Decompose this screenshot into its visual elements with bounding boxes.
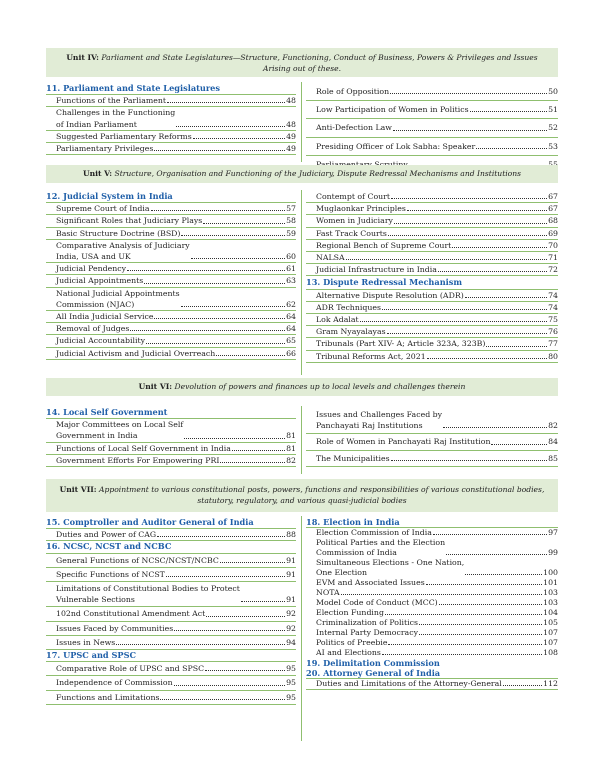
section-heading[interactable]: 11. Parliament and State Legislatures bbox=[46, 83, 296, 95]
toc-entry-title: Tribunals (Part XIV- A; Article 323A, 323B) bbox=[316, 339, 486, 349]
toc-entry[interactable] bbox=[46, 203, 296, 215]
toc-entry[interactable] bbox=[306, 138, 558, 156]
dot-leader bbox=[385, 614, 542, 615]
toc-entry-page: 48 bbox=[286, 96, 296, 106]
toc-entry[interactable] bbox=[306, 588, 558, 598]
dot-leader bbox=[446, 554, 547, 555]
toc-entry-page: 99 bbox=[548, 548, 558, 557]
dot-leader bbox=[438, 271, 547, 272]
toc-entry-title: Basic Structure Doctrine (BSD) bbox=[56, 228, 181, 238]
column-divider bbox=[301, 516, 302, 741]
toc-entry-page: 57 bbox=[286, 204, 296, 214]
dot-leader bbox=[407, 210, 547, 211]
dot-leader bbox=[130, 330, 285, 331]
unit-title: Devolution of powers and finances up to local levels and challenges therein bbox=[174, 382, 466, 391]
toc-entry[interactable] bbox=[306, 628, 558, 638]
dot-leader bbox=[426, 584, 542, 585]
toc-entry-title: Election Funding bbox=[316, 608, 384, 617]
toc-entry[interactable] bbox=[46, 676, 296, 690]
dot-leader bbox=[160, 699, 285, 700]
toc-entry-title: Independence of Commission bbox=[56, 678, 173, 688]
toc-entry[interactable] bbox=[46, 228, 296, 240]
toc-entry-title: Comparative Analysis of Judiciary India, USA and UK bbox=[56, 240, 190, 262]
toc-entry-page: 64 bbox=[286, 324, 296, 334]
dot-leader bbox=[387, 333, 547, 334]
toc-entry-page: 105 bbox=[543, 618, 558, 627]
toc-entry-title: Suggested Parliamentary Reforms bbox=[56, 131, 192, 141]
dot-leader bbox=[193, 138, 285, 139]
toc-entry[interactable] bbox=[306, 679, 558, 690]
dot-leader bbox=[205, 670, 285, 671]
unit-iv-right-column bbox=[306, 83, 558, 174]
toc-entry-page: 101 bbox=[543, 578, 558, 587]
dot-leader bbox=[452, 247, 547, 248]
toc-entry-title: All India Judicial Service bbox=[56, 312, 154, 322]
toc-entry-title: Politics of Preebie bbox=[316, 638, 388, 647]
toc-entry-page: 103 bbox=[543, 598, 558, 607]
toc-entry[interactable] bbox=[306, 252, 558, 264]
dot-leader bbox=[181, 235, 285, 236]
toc-entry[interactable] bbox=[46, 622, 296, 636]
unit-v-banner bbox=[46, 165, 558, 183]
dot-leader bbox=[465, 297, 547, 298]
toc-entry-page: 49 bbox=[286, 131, 296, 141]
unit-vii-left-column bbox=[46, 517, 296, 705]
toc-entry[interactable] bbox=[46, 691, 296, 705]
toc-entry-title: Gram Nyayalayas bbox=[316, 327, 386, 337]
dot-leader bbox=[232, 450, 285, 451]
dot-leader bbox=[427, 358, 547, 359]
toc-entry[interactable] bbox=[46, 568, 296, 582]
toc-entry-page: 71 bbox=[548, 253, 558, 263]
toc-entry[interactable] bbox=[46, 607, 296, 621]
dot-leader bbox=[184, 438, 285, 439]
toc-entry-page: 91 bbox=[286, 555, 296, 565]
toc-entry-page: 91 bbox=[286, 595, 296, 605]
toc-entry-page: 88 bbox=[286, 530, 296, 540]
toc-entry-title: Judicial Activism and Judicial Overreach bbox=[56, 348, 216, 358]
toc-entry[interactable] bbox=[306, 203, 558, 215]
toc-entry-page: 49 bbox=[286, 144, 296, 154]
toc-entry-title: Fast Track Courts bbox=[316, 228, 387, 238]
toc-entry-title: Alternative Dispute Resolution (ADR) bbox=[316, 290, 464, 300]
toc-entry[interactable] bbox=[306, 119, 558, 137]
unit-title: Structure, Organisation and Functioning of the Judiciary, Dispute Redressal Mechanisms and Institutions bbox=[114, 169, 522, 178]
section-heading[interactable]: 19. Delimitation Commission bbox=[306, 658, 440, 668]
unit-title: Appointment to various constitutional posts, powers, functions and responsibilities of various constitutional bodies, statutory, regulatory, and various quasi-judicial bodies bbox=[99, 485, 545, 505]
dot-leader bbox=[151, 210, 286, 211]
toc-entry-page: 104 bbox=[543, 608, 558, 617]
dot-leader bbox=[341, 594, 542, 595]
dot-leader bbox=[203, 223, 285, 224]
dot-leader bbox=[167, 102, 285, 103]
unit-vi-banner bbox=[46, 378, 558, 396]
toc-entry-page: 85 bbox=[548, 453, 558, 463]
toc-entry-page: 84 bbox=[548, 437, 558, 447]
dot-leader bbox=[220, 562, 285, 563]
toc-entry-page: 69 bbox=[548, 228, 558, 238]
toc-entry-page: 67 bbox=[548, 204, 558, 214]
toc-entry[interactable] bbox=[306, 608, 558, 618]
unit-vi-right-column bbox=[306, 407, 558, 467]
toc-entry-title: ADR Techniques bbox=[316, 302, 381, 312]
section-heading[interactable]: 17. UPSC and SPSC bbox=[46, 650, 296, 662]
toc-entry[interactable] bbox=[46, 636, 296, 650]
dot-leader bbox=[465, 574, 542, 575]
toc-entry-title: Tribunal Reforms Act, 2021 bbox=[316, 351, 426, 361]
toc-entry-title: Specific Functions of NCST bbox=[56, 569, 165, 579]
dot-leader bbox=[127, 270, 285, 271]
toc-entry[interactable] bbox=[46, 582, 296, 607]
toc-entry-title: Anti-Defection Law bbox=[316, 123, 392, 133]
toc-entry[interactable] bbox=[306, 191, 558, 203]
toc-entry[interactable] bbox=[46, 419, 296, 442]
toc-entry[interactable] bbox=[306, 326, 558, 338]
toc-entry-page: 70 bbox=[548, 240, 558, 250]
toc-entry-title: Simultaneous Elections - One Nation, One Election bbox=[316, 558, 465, 577]
toc-entry[interactable] bbox=[306, 228, 558, 240]
dot-leader bbox=[394, 223, 547, 224]
toc-entry-title: Judicial Appointments bbox=[56, 276, 144, 286]
toc-entry[interactable] bbox=[306, 101, 558, 119]
toc-entry-page: 76 bbox=[548, 327, 558, 337]
toc-entry-title: Duties and Limitations of the Attorney-General bbox=[316, 679, 502, 688]
toc-entry-page: 97 bbox=[548, 528, 558, 537]
section-heading[interactable]: 14. Local Self Government bbox=[46, 407, 296, 419]
toc-entry[interactable] bbox=[46, 662, 296, 676]
toc-entry[interactable] bbox=[306, 407, 558, 434]
dot-leader bbox=[443, 427, 547, 428]
toc-entry-page: 95 bbox=[286, 678, 296, 688]
toc-entry-page: 74 bbox=[548, 290, 558, 300]
toc-entry-title: NOTA bbox=[316, 588, 340, 597]
toc-entry-page: 52 bbox=[548, 123, 558, 133]
dot-leader bbox=[391, 198, 547, 199]
toc-entry-title: Role of Opposition bbox=[316, 87, 390, 96]
toc-entry-page: 77 bbox=[548, 339, 558, 349]
toc-entry-page: 92 bbox=[286, 609, 296, 619]
toc-entry-page: 82 bbox=[286, 455, 296, 465]
dot-leader bbox=[216, 355, 285, 356]
unit-vii-right-column bbox=[306, 517, 558, 690]
toc-entry-title: Functions of the Parliament bbox=[56, 96, 167, 106]
toc-entry[interactable] bbox=[306, 528, 558, 538]
unit-vi-left-column bbox=[46, 407, 296, 467]
dot-leader bbox=[154, 150, 285, 151]
toc-entry[interactable] bbox=[306, 618, 558, 628]
toc-entry[interactable] bbox=[306, 314, 558, 326]
toc-entry[interactable] bbox=[306, 83, 558, 101]
toc-entry-title: Major Committees on Local Self Government in India bbox=[56, 420, 184, 441]
toc-entry-page: 62 bbox=[286, 299, 296, 309]
toc-entry-page: 61 bbox=[286, 264, 296, 274]
dot-leader bbox=[144, 283, 285, 284]
dot-leader bbox=[486, 346, 547, 347]
toc-entry-page: 112 bbox=[543, 679, 558, 688]
toc-entry[interactable] bbox=[46, 529, 296, 541]
dot-leader bbox=[191, 258, 285, 259]
toc-entry[interactable] bbox=[306, 215, 558, 227]
dot-leader bbox=[220, 462, 285, 463]
toc-entry-title: 102nd Constitutional Amendment Act bbox=[56, 609, 206, 619]
dot-leader bbox=[390, 93, 547, 94]
toc-entry[interactable] bbox=[46, 107, 296, 130]
toc-entry-title: The Municipalities bbox=[316, 453, 390, 463]
toc-entry-title: Removal of Judges bbox=[56, 324, 130, 334]
toc-entry-title: Internal Party Democracy bbox=[316, 628, 418, 637]
toc-entry[interactable] bbox=[46, 240, 296, 263]
dot-leader bbox=[470, 111, 547, 112]
toc-entry-page: 81 bbox=[286, 443, 296, 453]
toc-entry[interactable] bbox=[46, 311, 296, 323]
toc-entry-title: Role of Women in Panchayati Raj Institution bbox=[316, 437, 491, 447]
dot-leader bbox=[146, 343, 285, 344]
toc-entry[interactable] bbox=[46, 443, 296, 455]
toc-entry[interactable] bbox=[306, 538, 558, 558]
unit-title: Parliament and State Legislatures—Structure, Functioning, Conduct of Business, Powers & Privileges and Issues Arising out of these. bbox=[101, 53, 538, 73]
toc-entry-title: Functions of Local Self Government in India bbox=[56, 443, 231, 453]
toc-entry-page: 94 bbox=[286, 637, 296, 647]
toc-entry-page: 75 bbox=[548, 315, 558, 325]
toc-entry-page: 91 bbox=[286, 569, 296, 579]
toc-entry[interactable] bbox=[306, 264, 558, 276]
dot-leader bbox=[382, 309, 547, 310]
toc-entry-title: Judicial Accountability bbox=[56, 336, 146, 346]
toc-entry-page: 63 bbox=[286, 276, 296, 286]
toc-entry-page: 60 bbox=[286, 252, 296, 262]
toc-entry[interactable] bbox=[306, 451, 558, 467]
section-heading[interactable]: 15. Comptroller and Auditor General of India bbox=[46, 517, 296, 529]
toc-entry-title: Regional Bench of Supreme Court bbox=[316, 240, 452, 250]
toc-entry[interactable] bbox=[46, 263, 296, 275]
toc-entry-page: 81 bbox=[286, 431, 296, 441]
toc-entry-page: 107 bbox=[543, 628, 558, 637]
toc-entry-page: 108 bbox=[543, 648, 558, 657]
dot-leader bbox=[491, 444, 547, 445]
toc-entry-page: 74 bbox=[548, 302, 558, 312]
dot-leader bbox=[176, 126, 285, 127]
dot-leader bbox=[206, 616, 285, 617]
toc-entry-page: 48 bbox=[286, 119, 296, 129]
toc-entry-page: 59 bbox=[286, 228, 296, 238]
toc-entry-title: Limitations of Constitutional Bodies to Protect Vulnerable Sections bbox=[56, 584, 240, 605]
dot-leader bbox=[476, 148, 547, 149]
unit-v-right-column bbox=[306, 191, 558, 363]
toc-entry[interactable] bbox=[46, 455, 296, 467]
toc-entry-title: Presiding Officer of Lok Sabha: Speaker bbox=[316, 141, 476, 151]
toc-entry-title: Challenges in the Functioning of Indian Parliament bbox=[56, 108, 176, 129]
toc-entry-title: Issues in News bbox=[56, 637, 116, 647]
toc-entry[interactable] bbox=[46, 335, 296, 347]
dot-leader bbox=[393, 130, 547, 131]
toc-entry-page: 95 bbox=[286, 692, 296, 702]
toc-entry[interactable] bbox=[306, 638, 558, 648]
toc-entry-page: 66 bbox=[286, 348, 296, 358]
dot-leader bbox=[433, 534, 547, 535]
toc-entry-title: General Functions of NCSC/NCST/NCBC bbox=[56, 555, 219, 565]
toc-entry[interactable] bbox=[46, 131, 296, 143]
section-heading[interactable]: 16. NCSC, NCST and NCBC bbox=[46, 541, 296, 553]
column-divider bbox=[301, 406, 302, 474]
toc-entry-page: 58 bbox=[286, 216, 296, 226]
toc-entry[interactable] bbox=[306, 598, 558, 608]
toc-entry-title: Election Commission of India bbox=[316, 528, 432, 537]
toc-entry[interactable] bbox=[306, 434, 558, 450]
toc-entry-title: Government Efforts For Empowering PRI bbox=[56, 455, 220, 465]
unit-label: Unit VI: bbox=[138, 382, 173, 391]
toc-entry-title: National Judicial Appointments Commission (NJAC) bbox=[56, 288, 180, 309]
toc-entry[interactable] bbox=[306, 351, 558, 363]
unit-label: Unit VII: bbox=[59, 485, 97, 494]
toc-entry-title: Supreme Court of India bbox=[56, 204, 150, 214]
toc-entry-title: Women in Judiciary bbox=[316, 216, 393, 226]
dot-leader bbox=[382, 654, 542, 655]
toc-entry[interactable] bbox=[306, 302, 558, 314]
toc-entry-title: Parliamentary Privileges bbox=[56, 144, 154, 154]
toc-entry-page: 103 bbox=[543, 588, 558, 597]
dot-leader bbox=[391, 460, 548, 461]
toc-entry-title: NALSA bbox=[316, 253, 345, 263]
unit-v-left-column bbox=[46, 191, 296, 360]
toc-entry-title: EVM and Associated Issues bbox=[316, 578, 425, 587]
toc-entry-title: Comparative Role of UPSC and SPSC bbox=[56, 664, 205, 674]
unit-label: Unit V: bbox=[82, 169, 113, 178]
toc-entry-title: Muglaonkar Principles bbox=[316, 204, 406, 214]
toc-entry-title: Lok Adalat bbox=[316, 315, 359, 325]
dot-leader bbox=[388, 644, 542, 645]
toc-entry[interactable] bbox=[306, 338, 558, 350]
dot-leader bbox=[166, 576, 285, 577]
toc-entry[interactable] bbox=[46, 348, 296, 360]
toc-entry[interactable] bbox=[46, 288, 296, 311]
toc-entry-title: Significant Roles that Judiciary Plays bbox=[56, 216, 203, 226]
toc-entry[interactable] bbox=[46, 275, 296, 287]
toc-entry[interactable] bbox=[306, 578, 558, 588]
toc-entry-title: Criminalization of Politics bbox=[316, 618, 418, 627]
column-divider bbox=[301, 190, 302, 375]
dot-leader bbox=[154, 318, 285, 319]
unit-iv-left-column bbox=[46, 83, 296, 155]
toc-entry[interactable] bbox=[306, 290, 558, 302]
toc-entry-title: Judicial Infrastructure in India bbox=[316, 265, 437, 275]
dot-leader bbox=[419, 624, 542, 625]
unit-label: Unit IV: bbox=[66, 53, 99, 62]
toc-entry-page: 67 bbox=[548, 192, 558, 201]
toc-entry-page: 50 bbox=[548, 87, 558, 96]
toc-entry-page: 80 bbox=[548, 351, 558, 361]
toc-entry-page: 51 bbox=[548, 105, 558, 115]
unit-vii-banner bbox=[46, 479, 558, 512]
section-heading[interactable]: 13. Dispute Redressal Mechanism bbox=[306, 276, 558, 289]
toc-entry-page: 53 bbox=[548, 141, 558, 151]
toc-entry[interactable] bbox=[306, 648, 558, 658]
dot-leader bbox=[157, 536, 285, 537]
section-heading[interactable]: 20. Attorney General of India bbox=[306, 668, 558, 679]
toc-entry-page: 100 bbox=[543, 568, 558, 577]
toc-entry-title: Low Participation of Women in Politics bbox=[316, 105, 469, 115]
toc-entry-title: Judicial Pendency bbox=[56, 264, 127, 274]
dot-leader bbox=[360, 321, 547, 322]
column-divider bbox=[301, 82, 302, 162]
unit-iv-banner bbox=[46, 48, 558, 77]
toc-entry[interactable] bbox=[46, 215, 296, 227]
toc-entry[interactable] bbox=[306, 240, 558, 252]
section-heading[interactable]: 12. Judicial System in India bbox=[46, 191, 296, 203]
toc-entry-title: Duties and Power of CAG bbox=[56, 530, 157, 540]
dot-leader bbox=[174, 685, 285, 686]
dot-leader bbox=[388, 235, 547, 236]
dot-leader bbox=[346, 259, 547, 260]
toc-entry-page: 82 bbox=[548, 421, 558, 431]
toc-entry-page: 72 bbox=[548, 265, 558, 275]
dot-leader bbox=[419, 634, 542, 635]
dot-leader bbox=[503, 685, 542, 686]
toc-entry-title: Political Parties and the Election Commission of India bbox=[316, 538, 446, 557]
toc-entry-title: Issues Faced by Communities bbox=[56, 623, 174, 633]
toc-entry-page: 68 bbox=[548, 216, 558, 226]
dot-leader bbox=[439, 604, 542, 605]
toc-entry-page: 107 bbox=[543, 638, 558, 647]
toc-entry-title: Model Code of Conduct (MCC) bbox=[316, 598, 438, 607]
dot-leader bbox=[116, 644, 285, 645]
dot-leader bbox=[174, 630, 285, 631]
toc-entry-title: Issues and Challenges Faced by Panchayati Raj Institutions bbox=[316, 410, 443, 431]
toc-entry[interactable] bbox=[46, 143, 296, 155]
section-heading[interactable]: 18. Election in India bbox=[306, 517, 558, 528]
toc-entry-page: 92 bbox=[286, 623, 296, 633]
toc-entry[interactable] bbox=[46, 95, 296, 107]
toc-entry-page: 64 bbox=[286, 312, 296, 322]
toc-entry[interactable] bbox=[46, 554, 296, 568]
toc-entry[interactable] bbox=[306, 558, 558, 578]
toc-entry[interactable] bbox=[46, 323, 296, 335]
toc-entry-title: Contempt of Court bbox=[316, 192, 391, 201]
toc-entry-title: AI and Elections bbox=[316, 648, 381, 657]
toc-entry-page: 65 bbox=[286, 336, 296, 346]
dot-leader bbox=[181, 306, 285, 307]
dot-leader bbox=[241, 601, 285, 602]
toc-entry-page: 95 bbox=[286, 664, 296, 674]
toc-entry-title: Functions and Limitations bbox=[56, 692, 160, 702]
